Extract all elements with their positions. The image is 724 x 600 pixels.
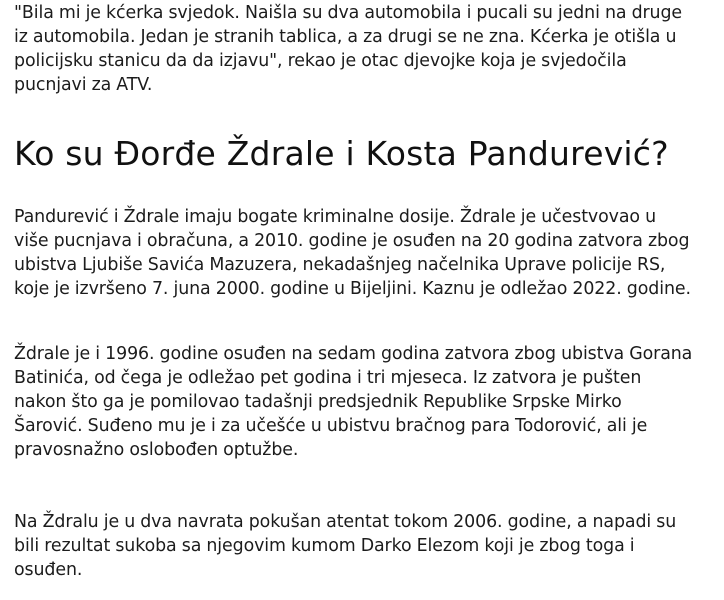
quote-line: policijsku stanicu da da izjavu", rekao je otac djevojke koja je svjedočila (14, 51, 627, 71)
quote-line: "Bila mi je kćerka svjedok. Naišla su dva automobila i pucali su jedni na druge (14, 3, 683, 23)
quote-line: pucnjavi za ATV. (14, 75, 153, 95)
section-heading: Ko su Đorđe Ždrale i Kosta Pandurević? (14, 134, 669, 173)
paragraph-line: Šarović. Suđeno mu je i za učešće u ubistvu bračnog para Todorović, ali je (14, 416, 648, 436)
paragraph-line: nakon što ga je pomilovao tadašnji predsjednik Republike Srpske Mirko (14, 392, 622, 412)
quote-line: iz automobila. Jedan je stranih tablica, a za drugi se ne zna. Kćerka je otišla u (14, 27, 677, 47)
paragraph-assassination-attempts (14, 510, 720, 582)
paragraph-criminal-records (14, 205, 720, 301)
paragraph-1996-conviction (14, 342, 720, 462)
paragraph-line: Na Ždralu je u dva navrata pokušan atentat tokom 2006. godine, a napadi su (14, 512, 677, 532)
quote-paragraph (14, 1, 704, 97)
paragraph-line: više pucnjava i obračuna, a 2010. godine je osuđen na 20 godina zatvora zbog (14, 231, 690, 251)
paragraph-line: Pandurević i Ždrale imaju bogate kriminalne dosije. Ždrale je učestvovao u (14, 207, 656, 227)
paragraph-line: Ždrale je i 1996. godine osuđen na sedam godina zatvora zbog ubistva Gorana (14, 344, 693, 364)
paragraph-line: pravosnažno oslobođen optužbe. (14, 440, 299, 460)
paragraph-line: ubistva Ljubiše Savića Mazuzera, nekadašnjeg načelnika Uprave policije RS, (14, 255, 666, 275)
paragraph-line: osuđen. (14, 560, 83, 580)
paragraph-line: koje je izvršeno 7. juna 2000. godine u Bijeljini. Kaznu je odležao 2022. godine. (14, 279, 691, 299)
paragraph-line: Batinića, od čega je odležao pet godina i tri mjeseca. Iz zatvora je pušten (14, 368, 642, 388)
paragraph-line: bili rezultat sukoba sa njegovim kumom Darko Elezom koji je zbog toga i (14, 536, 635, 556)
